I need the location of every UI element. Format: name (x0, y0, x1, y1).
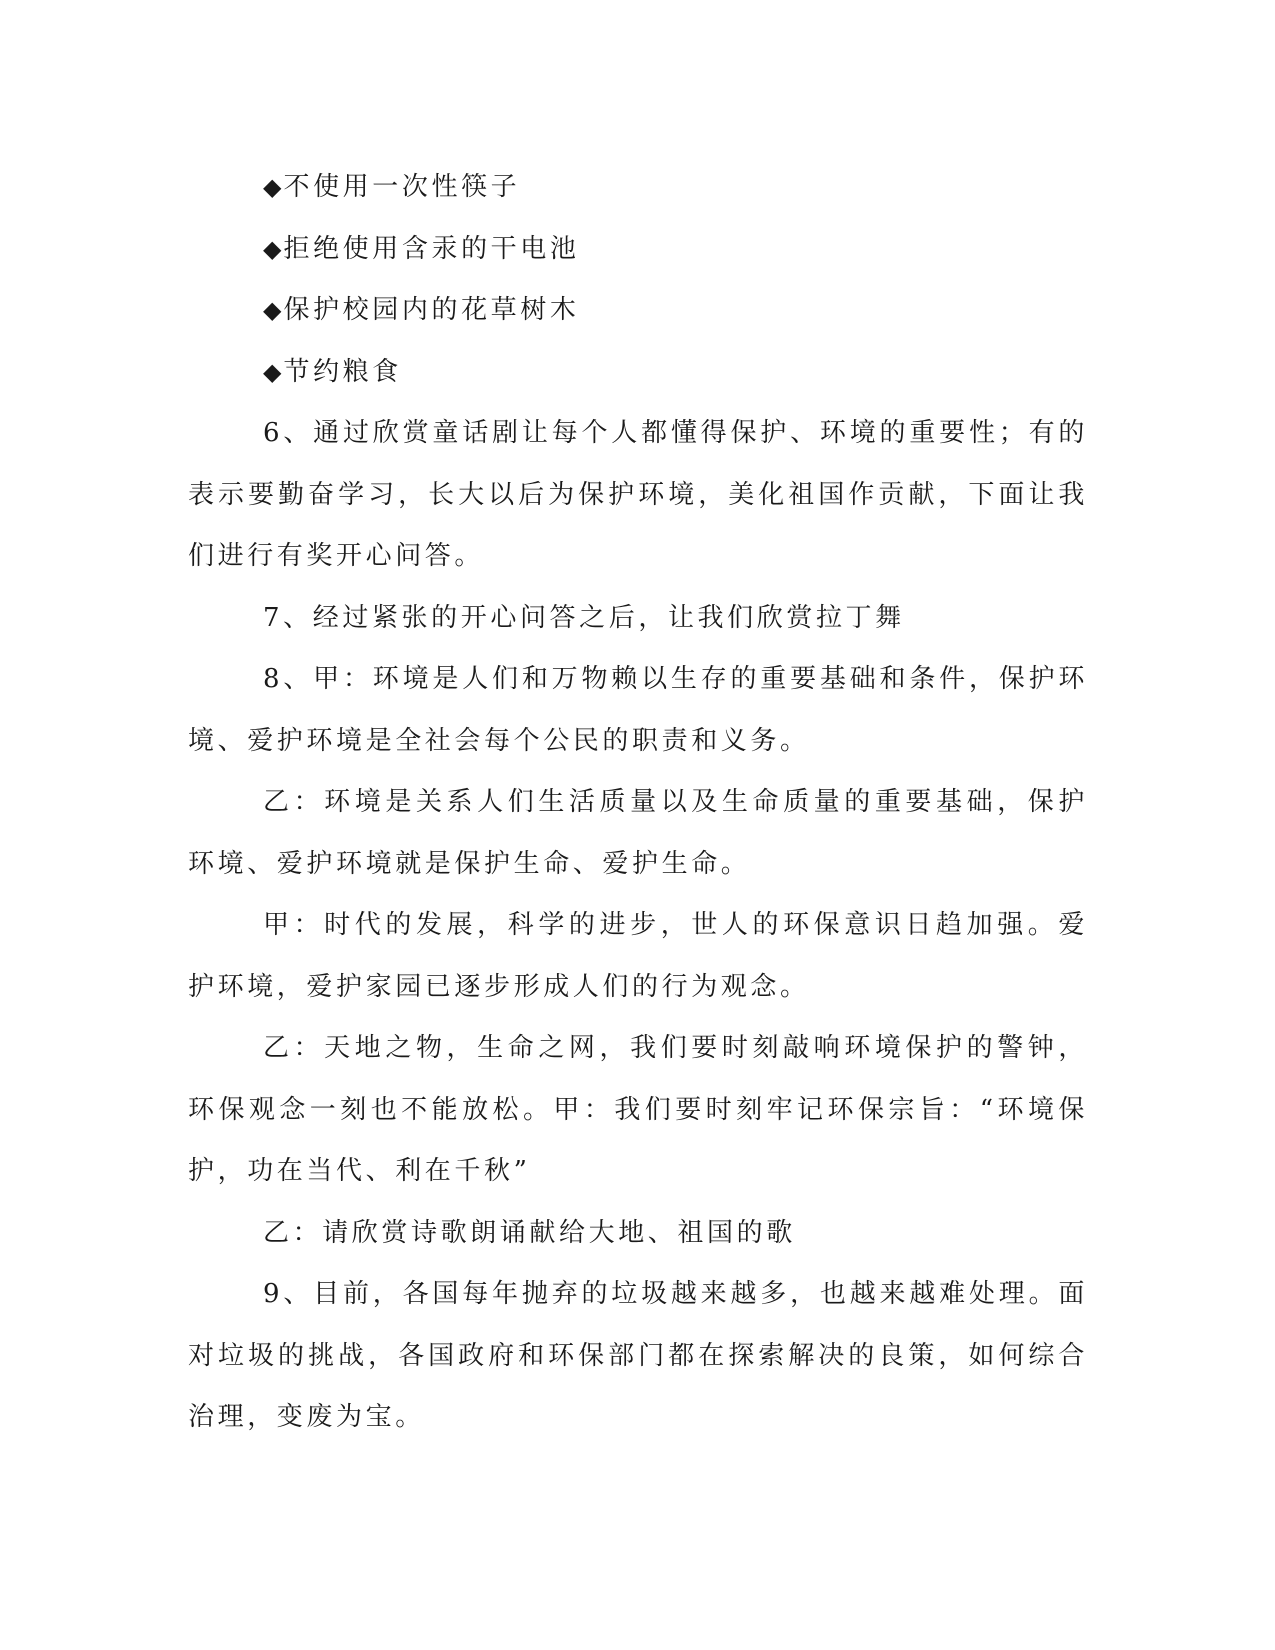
paragraph-yi-3: 乙：请欣赏诗歌朗诵献给大地、祖国的歌 (263, 1217, 796, 1248)
diamond-bullet-icon: ◆ (263, 357, 282, 386)
diamond-bullet-icon: ◆ (263, 234, 282, 263)
bullet-text: 拒绝使用含汞的干电池 (283, 233, 580, 264)
bullet-text: 保护校园内的花草树木 (283, 295, 580, 325)
paragraph-yi-2: 乙：天地之物，生命之网，我们要时刻敲响环境保护的警钟，环保观念一刻也不能放松。甲：我们要时刻牢记环保宗旨：“环境保护，功在当代、利在千秋” (188, 1033, 1088, 1186)
paragraph-7: 7、经过紧张的开心问答之后，让我们欣赏拉丁舞 (263, 602, 905, 633)
paragraph-9: 9、目前，各国每年抛弃的垃圾越来越多，也越来越难处理。面对垃圾的挑战，各国政府和环保部门都在探索解决的良策，如何综合治理，变废为宝。 (188, 1279, 1088, 1432)
paragraph-yi-1: 乙：环境是关系人们生活质量以及生命质量的重要基础，保护环境、爱护环境就是保护生命、爱护生命。 (188, 787, 1088, 879)
bullet-text: 节约粮食 (283, 356, 402, 387)
diamond-bullet-icon: ◆ (263, 296, 282, 324)
bullet-text: 不使用一次性筷子 (283, 172, 521, 202)
bullet-item (188, 219, 1088, 281)
bullet-item (188, 280, 1088, 342)
diamond-bullet-icon: ◆ (263, 173, 282, 201)
paragraph-jia-2: 甲：时代的发展，科学的进步，世人的环保意识日趋加强。爱护环境，爱护家园已逐步形成人们的行为观念。 (188, 910, 1088, 1002)
paragraph-6: 6、通过欣赏童话剧让每个人都懂得保护、环境的重要性；有的表示要勤奋学习，长大以后为保护环境，美化祖国作贡献，下面让我们进行有奖开心问答。 (188, 418, 1088, 571)
document-body (188, 157, 1088, 1449)
bullet-item (188, 157, 1088, 219)
paragraph-8-jia: 8、甲：环境是人们和万物赖以生存的重要基础和条件，保护环境、爱护环境是全社会每个公民的职责和义务。 (188, 664, 1088, 756)
bullet-item (188, 342, 1088, 404)
